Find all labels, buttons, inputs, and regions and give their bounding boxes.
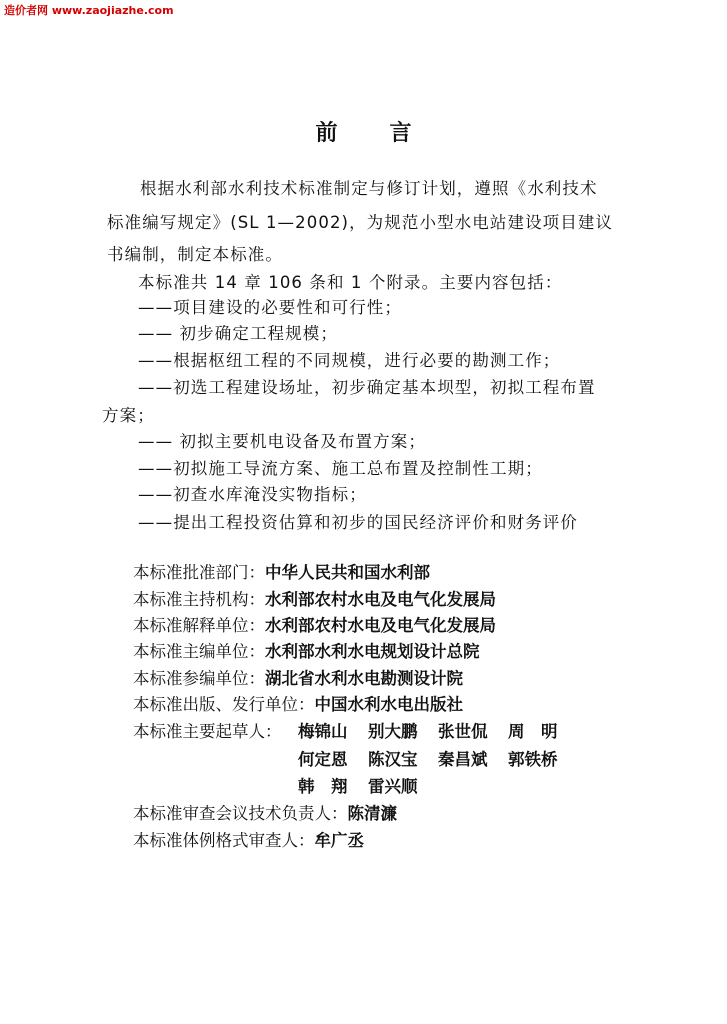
drafter-name: 韩 翔 xyxy=(298,777,348,796)
info-value: 水利部农村水电及电气化发展局 xyxy=(265,590,496,609)
info-publisher xyxy=(133,695,463,715)
info-value: 中国水利水电出版社 xyxy=(314,695,463,714)
title-char-right: 言 xyxy=(389,121,412,146)
page-title xyxy=(0,116,727,147)
list-item: ——初拟施工导流方案、施工总布置及控制性工期； xyxy=(138,459,543,478)
info-editor xyxy=(133,642,480,662)
list-item: ——初选工程建设场址，初步确定基本坝型，初拟工程布置 xyxy=(138,378,596,397)
info-value: 陈清濂 xyxy=(347,804,397,823)
info-value: 湖北省水利水电勘测设计院 xyxy=(265,669,463,688)
intro-line-2: 标准编写规定》(SL 1—2002)，为规范小型水电站建设项目建议 xyxy=(107,213,614,232)
info-label: 本标准主编单位： xyxy=(133,642,265,661)
drafter-name: 别大鹏 xyxy=(368,722,418,741)
intro-line-1: 根据水利部水利技术标准制定与修订计划，遵照《水利技术 xyxy=(140,179,598,198)
info-review xyxy=(133,804,397,824)
info-value: 中华人民共和国水利部 xyxy=(265,563,430,582)
title-char-left: 前 xyxy=(315,121,338,146)
list-item: ——根据枢纽工程的不同规模，进行必要的勘测工作； xyxy=(138,351,561,370)
drafter-name: 张世侃 xyxy=(438,722,488,741)
summary-line: 本标准共 14 章 106 条和 1 个附录。主要内容包括： xyxy=(138,273,563,292)
list-item: ——项目建设的必要性和可行性； xyxy=(138,298,402,317)
info-label: 本标准体例格式审查人： xyxy=(133,831,315,850)
info-label: 本标准审查会议技术负责人： xyxy=(133,804,348,823)
list-item: 方案； xyxy=(102,406,155,425)
drafter-name: 周 明 xyxy=(508,722,558,741)
info-label: 本标准出版、发行单位： xyxy=(133,695,315,714)
info-format xyxy=(133,831,364,851)
watermark-text: 造价者网 www.zaojiazhe.com xyxy=(4,4,174,17)
info-value: 水利部农村水电及电气化发展局 xyxy=(265,616,496,635)
drafter-name: 雷兴顺 xyxy=(368,777,418,796)
drafter-name: 何定恩 xyxy=(298,750,348,769)
drafters-row-2 xyxy=(298,750,558,770)
info-label: 本标准参编单位： xyxy=(133,669,265,688)
info-label: 本标准解释单位： xyxy=(133,616,265,635)
intro-line-3: 书编制，制定本标准。 xyxy=(107,245,283,264)
info-coeditor xyxy=(133,669,463,689)
info-host xyxy=(133,590,496,610)
list-item: ——初查水库淹没实物指标； xyxy=(138,485,367,504)
drafters-row-1 xyxy=(298,722,558,741)
info-label: 本标准主要起草人： xyxy=(133,722,282,741)
info-interpret xyxy=(133,616,496,636)
drafter-name: 秦昌斌 xyxy=(438,750,488,769)
drafter-name: 郭铁桥 xyxy=(508,750,558,769)
list-item: ——提出工程投资估算和初步的国民经济评价和财务评价 xyxy=(138,513,578,532)
info-value: 水利部水利水电规划设计总院 xyxy=(265,642,480,661)
drafters-row-3 xyxy=(298,777,418,797)
info-drafters xyxy=(133,722,558,742)
info-value: 牟广丞 xyxy=(314,831,364,850)
drafter-name: 梅锦山 xyxy=(298,722,348,741)
list-item: —— 初步确定工程规模； xyxy=(138,324,338,343)
info-label: 本标准批准部门： xyxy=(133,563,265,582)
drafter-name: 陈汉宝 xyxy=(368,750,418,769)
list-item: —— 初拟主要机电设备及布置方案； xyxy=(138,432,426,451)
info-approval xyxy=(133,563,430,583)
info-label: 本标准主持机构： xyxy=(133,590,265,609)
